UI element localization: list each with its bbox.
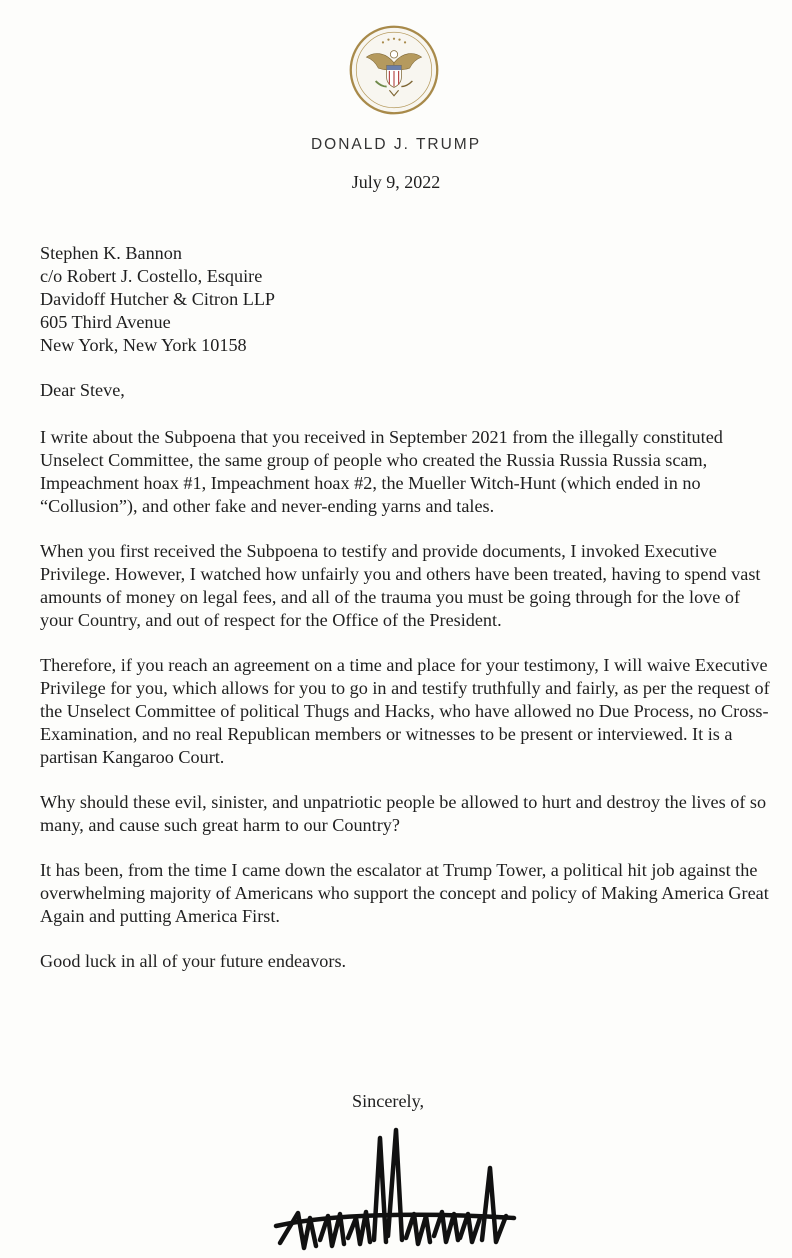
paragraph: Good luck in all of your future endeavors. — [40, 951, 347, 971]
letterhead-name: DONALD J. TRUMP — [310, 136, 482, 153]
recipient-line: Davidoff Hutcher & Citron LLP — [40, 289, 276, 309]
recipient-address — [40, 242, 770, 357]
paragraph: I write about the Subpoena that you received in September 2021 from the illegally constituted Unselect Committee, the same group of people who created the Russia Russia Russia scam, Impeachment hoax #1, Impeachment hoax #2, the Mueller Witch-Hunt (which ended in no “Collusion”), and other fake and never-ending yarns and tales. — [40, 427, 723, 516]
salutation: Dear Steve, — [40, 380, 125, 400]
signature-icon — [270, 1118, 520, 1258]
paragraph: Therefore, if you reach an agreement on a time and place for your testimony, I will waive Executive Privilege for you, which allows for you to go in and testify truthfully and fairly, as per the request of the Unselect Committee of political Thugs and Hacks, who have allowed no Due Process, no Cross-Examination, and no real Republican members or witnesses to be present or interviewed. It is a partisan Kangaroo Court. — [40, 655, 770, 767]
letter-date: July 9, 2022 — [351, 172, 441, 192]
paragraph: When you first received the Subpoena to testify and provide documents, I invoked Executive Privilege. However, I watched how unfairly you and others have been treated, having to spend vast amounts of money on legal fees, and all of the trauma you must be going through for the love of your Country, and out of respect for the Office of the President. — [40, 541, 761, 630]
paragraph: Why should these evil, sinister, and unpatriotic people be allowed to hurt and destroy the lives of so many, and cause such great harm to our Country? — [40, 792, 767, 835]
closing: Sincerely, — [352, 1091, 425, 1111]
recipient-line: New York, New York 10158 — [40, 335, 247, 355]
recipient-line: 605 Third Avenue — [40, 312, 171, 332]
paragraph: It has been, from the time I came down the escalator at Trump Tower, a political hit job against the overwhelming majority of Americans who support the concept and policy of Making America Great Again and putting America First. — [40, 860, 769, 926]
letter-body — [40, 242, 770, 995]
presidential-seal-icon — [348, 24, 440, 116]
recipient-line: Stephen K. Bannon — [40, 243, 182, 263]
recipient-line: c/o Robert J. Costello, Esquire — [40, 266, 263, 286]
